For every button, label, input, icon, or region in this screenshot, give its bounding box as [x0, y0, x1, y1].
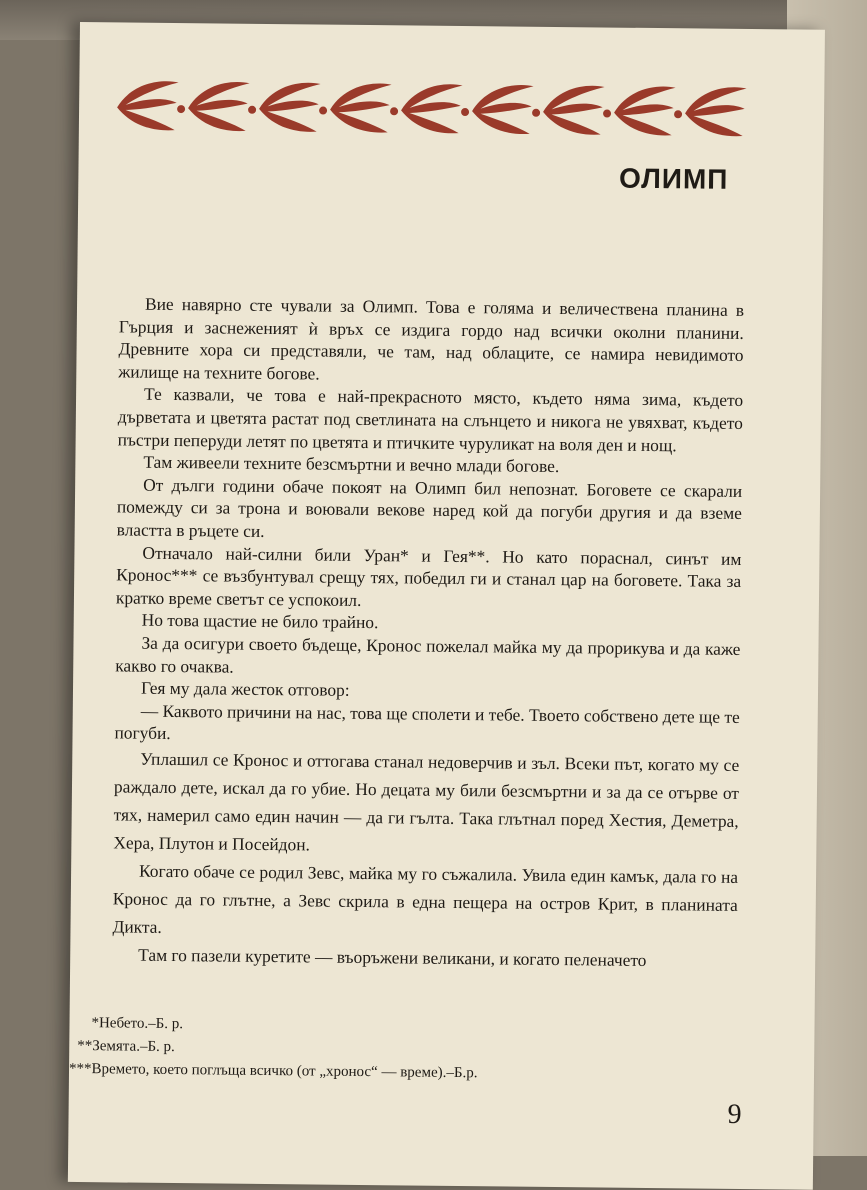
page-number: 9	[727, 1098, 742, 1130]
ornament-dot	[532, 109, 540, 117]
fern-leaf-icon	[330, 83, 392, 133]
footnote: **Земята.–Б. р.	[77, 1038, 175, 1056]
ornament-dot	[319, 107, 327, 115]
fern-leaf-icon	[259, 82, 321, 132]
ornament-dot	[390, 107, 398, 115]
ornament-dot	[461, 108, 469, 116]
fern-leaf-icon	[188, 82, 250, 132]
ornament-dot	[674, 110, 682, 118]
ornament-dot	[248, 106, 256, 114]
ornament-dot	[177, 105, 185, 113]
paragraph: Вие навярно сте чували за Олимп. Това е голяма и величествена планина в Гърция и заснеженият ѝ връх се издига гордо над всички околни планини. Древните хора си представяли, че там, над облаците, се намира невидимото жилище на техните богове.	[118, 293, 745, 384]
fern-leaf-icon	[614, 86, 676, 136]
paragraph: — Каквото причини на нас, това ще сполети и тебе. Твоето собствено дете ще те погуби.	[114, 700, 740, 744]
ornament-dot	[603, 109, 611, 117]
body-text	[112, 292, 744, 974]
page-title: ОЛИМП	[618, 162, 729, 195]
paragraph: Когато обаче се родил Зевс, майка му го съжалила. Увила един камък, дала го на Кронос да го глътне, а Зевс скрила в една пещера на остров Крит, в планината Дикта.	[112, 860, 739, 937]
paragraph: От дълги години обаче покоят на Олимп бил непознат. Боговете се скарали помежду си за трона и воювали векове наред кой да погуби другия и да вземе властта в ръцете си.	[116, 474, 743, 541]
paragraph: Там го пазели куретите — въоръжени великани, и когато пеленачето	[138, 944, 647, 970]
paragraph: Отначало най-силни били Уран* и Гея**. Но като пораснал, синът им Кронос*** се възбунтувал срещу тях, победил ги и станал цар на боговете. Така за кратко време светът се успокоил.	[115, 542, 742, 610]
paragraph: Там живеели техните безсмъртни и вечно млади богове.	[143, 451, 560, 477]
paragraph: Но това щастие не било трайно.	[141, 609, 379, 633]
fern-leaf-icon	[401, 84, 463, 134]
paragraph: Гея му дала жесток отговор:	[140, 677, 350, 700]
footnote: *Небето.–Б. р.	[91, 1015, 184, 1033]
fern-leaf-icon	[685, 87, 747, 137]
paragraph: За да осигури своето бъдеще, Кронос пожелал майка му да прорикува и да каже какво го очаква.	[115, 632, 741, 677]
paragraph: Те казвали, че това е най-прекрасното място, където няма зима, където дърветата и цветята растат под светлината на слънцето и никога не увяхват, където пъстри пеперуди летят по цветята и птичките чуруликат на воля ден и нощ.	[117, 384, 744, 455]
book-page	[68, 22, 825, 1190]
fern-leaf-icon	[472, 85, 534, 135]
ornament-border	[109, 67, 750, 149]
fern-leaf-icon	[543, 85, 605, 135]
footnote: ***Времето, което поглъща всичко (от „хронос“ — време).–Б.р.	[68, 1060, 478, 1082]
paragraph: Уплашил се Кронос и оттогава станал недоверчив и зъл. Всеки път, когато му се раждало дете, искал да го убие. Но децата му били безсмъртни и за да се отърве от тях, намерил само един начин — да ги гълта. Така глътнал поред Хестия, Деметра, Хера, Плутон и Посейдон.	[113, 748, 740, 855]
footnotes	[69, 1012, 630, 1087]
fern-leaf-icon	[117, 81, 179, 131]
